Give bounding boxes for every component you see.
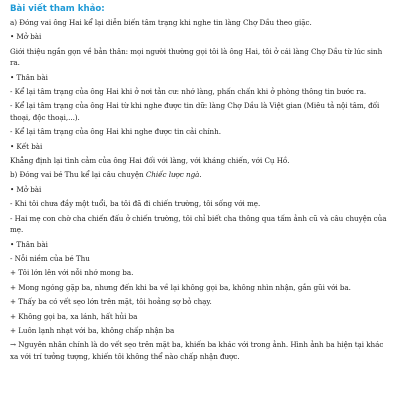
paragraph-line <box>10 296 390 307</box>
paragraph-line <box>10 239 390 250</box>
paragraph-line <box>10 100 390 123</box>
paragraph-line <box>10 311 390 322</box>
paragraph-line <box>10 253 390 264</box>
paragraph-text: • Thân bài <box>10 72 48 82</box>
paragraph-text: • Kết bài <box>10 141 43 151</box>
paragraph-line <box>10 17 390 28</box>
paragraph-text: a) Đóng vai ông Hai kể lại diễn biến tâm trạng khi nghe tin làng Chợ Dầu theo giặc. <box>10 18 312 27</box>
paragraph-text: + Tôi lớn lên với nỗi nhớ mong ba. <box>10 268 134 278</box>
paragraph-line <box>10 46 390 69</box>
paragraph-text: - Khi tôi chưa đầy một tuổi, ba tôi đã đi chiến trường, tôi sống với mẹ. <box>10 199 261 209</box>
paragraph-line <box>10 267 390 278</box>
paragraph-line <box>10 213 390 236</box>
document-body <box>10 17 390 362</box>
paragraph-line <box>10 72 390 83</box>
paragraph-line <box>10 282 390 293</box>
paragraph-line <box>10 126 390 137</box>
paragraph-text: Khẳng định lại tình cảm của ông Hai đối với làng, với kháng chiến, với Cụ Hồ. <box>10 156 290 166</box>
italic-title: Chiếc lược ngà <box>145 170 200 180</box>
paragraph-text: - Kể lại tâm trạng của ông Hai từ khi nghe được tin dữ: làng Chợ Dầu là Việt gian (Miêu tả nội tâm, đối thoại, độc thoại,...). <box>10 101 380 122</box>
paragraph-text: → Nguyên nhân chính là do vết sẹo trên mặt ba, khiến ba khác với trong ảnh. Hình ảnh ba hiện tại khác xa với trí tưởng tượng, khiến tôi không thể nào chấp nhận được. <box>10 340 384 361</box>
paragraph-text: - Kể lại tâm trạng của ông Hai khi nghe được tin cải chính. <box>10 127 221 137</box>
paragraph-text: - Nỗi niềm của bé Thu <box>10 253 90 263</box>
paragraph-text: • Mở bài <box>10 184 42 194</box>
paragraph-line <box>10 325 390 336</box>
paragraph-text: + Luôn lạnh nhạt với ba, không chấp nhận ba <box>10 325 175 335</box>
paragraph-text: + Thấy ba có vết sẹo lớn trên mặt, tôi hoảng sợ bỏ chạy. <box>10 297 212 307</box>
paragraph-line <box>10 198 390 209</box>
paragraph-line <box>10 339 390 362</box>
paragraph-line <box>10 155 390 166</box>
paragraph-line <box>10 169 390 180</box>
paragraph-text: + Mong ngóng gặp ba, nhưng đến khi ba về lại không gọi ba, không nhìn nhận, gắn gũi với ba. <box>10 282 351 292</box>
paragraph-text: • Thân bài <box>10 239 48 249</box>
paragraph-text: Giới thiệu ngắn gọn về bản thân: mọi người thường gọi tôi là ông Hai, tôi ở cái làng Chợ Dầu từ lúc sinh ra. <box>10 46 383 68</box>
paragraph-text: + Không gọi ba, xa lánh, hất hủi ba <box>10 311 138 321</box>
paragraph-text: - Kể lại tâm trạng của ông Hai khi ở nơi tản cư: nhớ làng, phấn chấn khi ở phòng thông tin bước ra. <box>10 87 367 97</box>
paragraph-suffix: . <box>199 170 202 180</box>
paragraph-text: • Mở bài <box>10 32 42 42</box>
paragraph-line <box>10 184 390 195</box>
paragraph-line <box>10 141 390 152</box>
paragraph-line <box>10 31 390 42</box>
paragraph-line <box>10 86 390 97</box>
section-heading: Bài viết tham khảo: <box>10 4 105 14</box>
paragraph-text: b) Đóng vai bé Thu kể lại câu chuyện <box>10 170 146 180</box>
paragraph-text: - Hai mẹ con chờ cha chiến đấu ở chiến trường, tôi chỉ biết cha thông qua tấm ảnh cũ và câu chuyện của mẹ. <box>10 213 387 235</box>
